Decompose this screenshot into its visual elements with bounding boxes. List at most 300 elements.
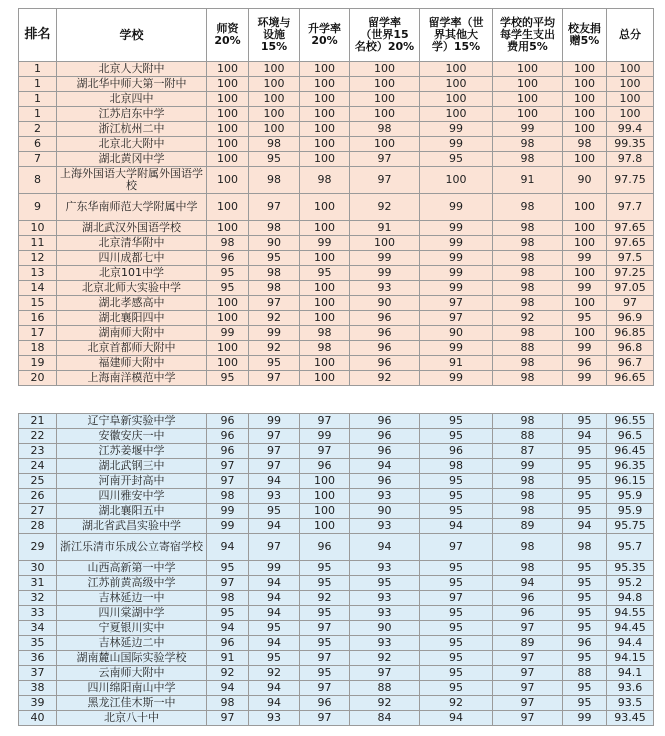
cell-spending: 98 [493,326,563,341]
cell-school: 云南师大附中 [57,666,207,681]
table-row [19,504,654,519]
cell-alumni: 100 [563,92,607,107]
table-row [19,429,654,444]
cell-spending: 98 [493,489,563,504]
cell-facilities: 94 [249,474,300,489]
cell-rank: 21 [19,414,57,429]
cell-school: 河南开封高中 [57,474,207,489]
cell-abroad-top15: 92 [350,371,420,386]
cell-faculty: 100 [207,92,249,107]
cell-rank: 37 [19,666,57,681]
cell-school: 四川绵阳南山中学 [57,681,207,696]
cell-school: 湖北襄阳四中 [57,311,207,326]
cell-abroad-top15: 93 [350,281,420,296]
header-total: 总分 [607,9,654,62]
cell-school: 上海外国语大学附属外国语学校 [57,167,207,194]
cell-total: 93.6 [607,681,654,696]
cell-facilities: 93 [249,489,300,504]
cell-school: 湖北华中师大第一附中 [57,77,207,92]
cell-rank: 31 [19,576,57,591]
cell-abroad-other: 95 [420,636,493,651]
cell-alumni: 95 [563,444,607,459]
cell-total: 97.8 [607,152,654,167]
ranking-table-bottom [18,413,653,726]
cell-alumni: 100 [563,326,607,341]
cell-faculty: 96 [207,414,249,429]
cell-abroad-top15: 100 [350,92,420,107]
cell-abroad-top15: 93 [350,489,420,504]
table-row [19,194,654,221]
cell-spending: 98 [493,137,563,152]
header-facilities: 环境与 设施 15% [249,9,300,62]
cell-promotion: 100 [300,296,350,311]
cell-faculty: 96 [207,636,249,651]
cell-faculty: 95 [207,561,249,576]
cell-alumni: 100 [563,266,607,281]
cell-rank: 16 [19,311,57,326]
cell-spending: 89 [493,636,563,651]
cell-spending: 91 [493,167,563,194]
table-row [19,236,654,251]
table-row [19,561,654,576]
cell-spending: 97 [493,621,563,636]
table-row [19,666,654,681]
cell-promotion: 95 [300,266,350,281]
cell-abroad-other: 90 [420,326,493,341]
cell-abroad-top15: 88 [350,681,420,696]
cell-rank: 30 [19,561,57,576]
cell-abroad-other: 95 [420,489,493,504]
table-row [19,444,654,459]
table-row [19,636,654,651]
cell-abroad-other: 100 [420,77,493,92]
header-row [19,9,654,62]
table-row [19,371,654,386]
cell-school: 吉林延边一中 [57,591,207,606]
cell-rank: 39 [19,696,57,711]
cell-rank: 1 [19,62,57,77]
cell-rank: 2 [19,122,57,137]
table-row [19,474,654,489]
cell-alumni: 100 [563,62,607,77]
cell-abroad-top15: 92 [350,696,420,711]
cell-faculty: 97 [207,459,249,474]
cell-faculty: 100 [207,152,249,167]
table-row [19,534,654,561]
table-row [19,651,654,666]
cell-alumni: 95 [563,459,607,474]
cell-abroad-other: 95 [420,666,493,681]
cell-school: 湖北襄阳五中 [57,504,207,519]
cell-faculty: 95 [207,606,249,621]
table-row [19,696,654,711]
cell-school: 北京北师大实验中学 [57,281,207,296]
cell-faculty: 98 [207,696,249,711]
cell-promotion: 100 [300,77,350,92]
cell-total: 94.55 [607,606,654,621]
cell-rank: 24 [19,459,57,474]
cell-alumni: 100 [563,236,607,251]
table-row [19,296,654,311]
table-row [19,356,654,371]
cell-abroad-other: 92 [420,696,493,711]
cell-total: 96.8 [607,341,654,356]
cell-abroad-other: 95 [420,576,493,591]
cell-alumni: 95 [563,606,607,621]
cell-abroad-top15: 100 [350,107,420,122]
cell-school: 浙江乐清市乐成公立寄宿学校 [57,534,207,561]
cell-abroad-other: 95 [420,561,493,576]
cell-spending: 98 [493,221,563,236]
cell-total: 96.35 [607,459,654,474]
cell-faculty: 96 [207,444,249,459]
cell-abroad-other: 99 [420,341,493,356]
cell-facilities: 95 [249,152,300,167]
cell-rank: 18 [19,341,57,356]
cell-abroad-other: 100 [420,167,493,194]
header-promotion: 升学率 20% [300,9,350,62]
cell-alumni: 100 [563,107,607,122]
cell-school: 北京八十中 [57,711,207,726]
cell-promotion: 95 [300,576,350,591]
header-abroad-top15: 留学率 （世界15 名校）20% [350,9,420,62]
cell-school: 湖北武汉外国语学校 [57,221,207,236]
cell-rank: 36 [19,651,57,666]
cell-total: 97 [607,296,654,311]
cell-abroad-top15: 100 [350,236,420,251]
cell-spending: 96 [493,591,563,606]
cell-abroad-other: 95 [420,152,493,167]
cell-abroad-top15: 96 [350,356,420,371]
cell-promotion: 97 [300,444,350,459]
table-row [19,326,654,341]
cell-abroad-other: 95 [420,651,493,666]
cell-abroad-top15: 95 [350,576,420,591]
table-row [19,576,654,591]
cell-abroad-other: 99 [420,194,493,221]
cell-faculty: 100 [207,107,249,122]
cell-abroad-other: 98 [420,459,493,474]
cell-school: 北京人大附中 [57,62,207,77]
cell-spending: 88 [493,341,563,356]
cell-spending: 97 [493,666,563,681]
cell-spending: 100 [493,62,563,77]
cell-rank: 29 [19,534,57,561]
cell-school: 黑龙江佳木斯一中 [57,696,207,711]
table-body-bottom [19,414,654,726]
cell-faculty: 100 [207,77,249,92]
cell-alumni: 95 [563,311,607,326]
cell-school: 江苏启东中学 [57,107,207,122]
cell-total: 94.45 [607,621,654,636]
cell-spending: 98 [493,266,563,281]
cell-alumni: 95 [563,681,607,696]
cell-facilities: 98 [249,167,300,194]
header-school: 学校 [57,9,207,62]
cell-rank: 19 [19,356,57,371]
cell-total: 96.45 [607,444,654,459]
cell-rank: 22 [19,429,57,444]
cell-facilities: 97 [249,194,300,221]
cell-facilities: 94 [249,696,300,711]
cell-school: 吉林延边二中 [57,636,207,651]
cell-facilities: 94 [249,636,300,651]
cell-faculty: 98 [207,236,249,251]
cell-school: 四川雅安中学 [57,489,207,504]
cell-spending: 97 [493,651,563,666]
cell-abroad-top15: 96 [350,311,420,326]
cell-total: 96.85 [607,326,654,341]
cell-promotion: 100 [300,107,350,122]
table-row [19,681,654,696]
cell-promotion: 100 [300,371,350,386]
table-row [19,137,654,152]
cell-abroad-other: 97 [420,311,493,326]
cell-faculty: 96 [207,429,249,444]
cell-total: 95.9 [607,489,654,504]
cell-abroad-top15: 97 [350,167,420,194]
cell-facilities: 92 [249,666,300,681]
cell-abroad-other: 95 [420,681,493,696]
cell-spending: 88 [493,429,563,444]
cell-rank: 33 [19,606,57,621]
cell-facilities: 98 [249,221,300,236]
cell-promotion: 97 [300,651,350,666]
cell-total: 95.9 [607,504,654,519]
header-spending: 学校的平均 每学生支出 费用5% [493,9,563,62]
cell-promotion: 97 [300,711,350,726]
cell-abroad-other: 95 [420,621,493,636]
cell-total: 95.7 [607,534,654,561]
cell-school: 福建师大附中 [57,356,207,371]
cell-promotion: 100 [300,137,350,152]
cell-alumni: 100 [563,194,607,221]
cell-faculty: 97 [207,474,249,489]
cell-spending: 98 [493,414,563,429]
cell-spending: 96 [493,606,563,621]
cell-spending: 100 [493,92,563,107]
table-row [19,621,654,636]
cell-facilities: 97 [249,371,300,386]
cell-alumni: 95 [563,504,607,519]
cell-promotion: 96 [300,696,350,711]
cell-abroad-top15: 93 [350,591,420,606]
cell-rank: 1 [19,107,57,122]
table-row [19,606,654,621]
cell-abroad-top15: 92 [350,194,420,221]
cell-facilities: 94 [249,576,300,591]
cell-spending: 99 [493,459,563,474]
cell-rank: 25 [19,474,57,489]
cell-school: 湖北武钢三中 [57,459,207,474]
cell-total: 100 [607,92,654,107]
cell-rank: 15 [19,296,57,311]
cell-alumni: 94 [563,429,607,444]
cell-abroad-top15: 84 [350,711,420,726]
cell-promotion: 100 [300,474,350,489]
cell-total: 96.7 [607,356,654,371]
cell-alumni: 95 [563,414,607,429]
cell-rank: 40 [19,711,57,726]
cell-spending: 98 [493,251,563,266]
cell-spending: 98 [493,534,563,561]
cell-faculty: 94 [207,681,249,696]
cell-school: 北京四中 [57,92,207,107]
cell-abroad-other: 97 [420,591,493,606]
cell-faculty: 95 [207,266,249,281]
cell-total: 97.5 [607,251,654,266]
cell-faculty: 94 [207,534,249,561]
cell-school: 北京首都师大附中 [57,341,207,356]
cell-total: 99.35 [607,137,654,152]
table-row [19,711,654,726]
cell-rank: 28 [19,519,57,534]
cell-alumni: 90 [563,167,607,194]
cell-rank: 17 [19,326,57,341]
cell-facilities: 94 [249,591,300,606]
cell-facilities: 90 [249,236,300,251]
cell-abroad-other: 100 [420,92,493,107]
header-abroad-other: 留学率（世 界其他大 学）15% [420,9,493,62]
cell-facilities: 94 [249,519,300,534]
table-row [19,107,654,122]
cell-spending: 94 [493,576,563,591]
cell-total: 95.75 [607,519,654,534]
cell-faculty: 99 [207,519,249,534]
cell-total: 100 [607,107,654,122]
table-row [19,251,654,266]
cell-faculty: 100 [207,296,249,311]
cell-facilities: 100 [249,107,300,122]
cell-facilities: 99 [249,414,300,429]
cell-total: 93.5 [607,696,654,711]
cell-rank: 11 [19,236,57,251]
cell-promotion: 97 [300,681,350,696]
cell-alumni: 98 [563,534,607,561]
cell-faculty: 100 [207,137,249,152]
cell-faculty: 100 [207,62,249,77]
cell-alumni: 95 [563,621,607,636]
cell-school: 四川成都七中 [57,251,207,266]
cell-rank: 1 [19,92,57,107]
table-row [19,341,654,356]
cell-abroad-other: 95 [420,474,493,489]
cell-faculty: 95 [207,371,249,386]
cell-total: 96.65 [607,371,654,386]
cell-faculty: 100 [207,194,249,221]
cell-facilities: 100 [249,122,300,137]
cell-abroad-top15: 100 [350,137,420,152]
cell-abroad-other: 95 [420,606,493,621]
cell-abroad-top15: 90 [350,621,420,636]
cell-abroad-other: 99 [420,266,493,281]
cell-abroad-other: 99 [420,251,493,266]
cell-promotion: 100 [300,92,350,107]
cell-promotion: 95 [300,636,350,651]
cell-abroad-other: 95 [420,504,493,519]
header-rank: 排名 [19,9,57,62]
table-row [19,311,654,326]
cell-alumni: 99 [563,371,607,386]
cell-promotion: 100 [300,221,350,236]
cell-rank: 13 [19,266,57,281]
cell-alumni: 98 [563,137,607,152]
cell-rank: 8 [19,167,57,194]
cell-total: 94.1 [607,666,654,681]
cell-abroad-top15: 93 [350,606,420,621]
cell-spending: 98 [493,236,563,251]
cell-facilities: 97 [249,459,300,474]
cell-abroad-other: 97 [420,534,493,561]
cell-rank: 20 [19,371,57,386]
cell-rank: 14 [19,281,57,296]
cell-alumni: 94 [563,519,607,534]
table-row [19,122,654,137]
cell-school: 宁夏银川实中 [57,621,207,636]
cell-school: 浙江杭州二中 [57,122,207,137]
cell-facilities: 100 [249,92,300,107]
cell-rank: 6 [19,137,57,152]
cell-alumni: 96 [563,636,607,651]
cell-facilities: 95 [249,504,300,519]
cell-alumni: 100 [563,296,607,311]
cell-abroad-other: 99 [420,281,493,296]
cell-faculty: 99 [207,326,249,341]
cell-abroad-other: 99 [420,122,493,137]
cell-faculty: 97 [207,711,249,726]
cell-abroad-other: 99 [420,236,493,251]
cell-promotion: 100 [300,122,350,137]
cell-facilities: 97 [249,429,300,444]
cell-faculty: 92 [207,666,249,681]
cell-spending: 97 [493,696,563,711]
cell-spending: 87 [493,444,563,459]
cell-school: 山西高新第一中学 [57,561,207,576]
cell-alumni: 95 [563,651,607,666]
cell-alumni: 100 [563,152,607,167]
cell-abroad-top15: 100 [350,77,420,92]
cell-alumni: 95 [563,474,607,489]
cell-school: 湖北孝感高中 [57,296,207,311]
cell-abroad-top15: 93 [350,636,420,651]
table-row [19,62,654,77]
cell-total: 95.35 [607,561,654,576]
cell-school: 广东华南师范大学附属中学 [57,194,207,221]
cell-school: 上海南洋模范中学 [57,371,207,386]
cell-facilities: 98 [249,266,300,281]
cell-total: 95.2 [607,576,654,591]
cell-facilities: 93 [249,711,300,726]
cell-abroad-other: 97 [420,296,493,311]
cell-school: 湖南师大附中 [57,326,207,341]
cell-rank: 32 [19,591,57,606]
cell-alumni: 95 [563,561,607,576]
cell-rank: 9 [19,194,57,221]
table-row [19,152,654,167]
cell-facilities: 97 [249,534,300,561]
cell-facilities: 100 [249,62,300,77]
cell-promotion: 100 [300,504,350,519]
cell-faculty: 94 [207,621,249,636]
cell-faculty: 100 [207,356,249,371]
cell-total: 94.8 [607,591,654,606]
cell-abroad-top15: 96 [350,341,420,356]
cell-abroad-top15: 98 [350,122,420,137]
cell-promotion: 98 [300,341,350,356]
table-row [19,519,654,534]
cell-spending: 89 [493,519,563,534]
cell-abroad-top15: 92 [350,651,420,666]
